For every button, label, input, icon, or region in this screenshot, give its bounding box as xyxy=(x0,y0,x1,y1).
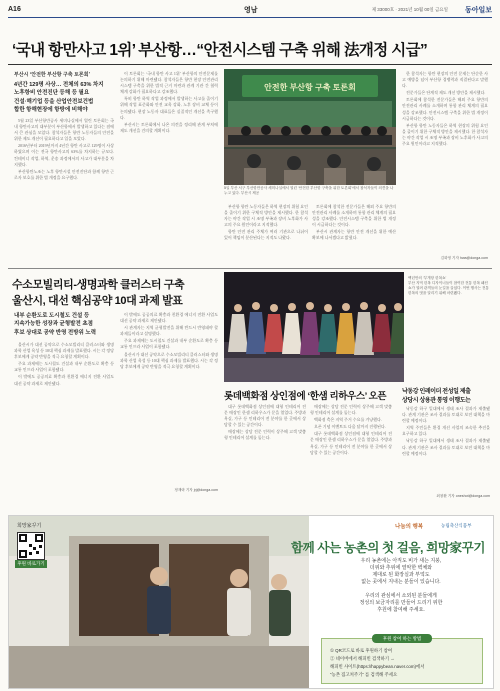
hope-house-advertisement xyxy=(8,515,494,689)
paragraph: 울산시가 대선 공약으로 수소모빌리티 클러스터와 생명과학 산업 육성 등 10대 핵심 과제를 발표했다. 시는 각 정당 후보에게 공약 반영을 적극 요청할 계획이다. xyxy=(14,342,114,360)
paragraph: 시 관계자는 지역 균형발전을 위해 반드시 반영돼야 할 과제들이라고 설명했다. xyxy=(120,325,218,337)
ad-title: 함께 사는 농촌의 첫 걸음, 희망家꾸기 xyxy=(291,541,485,555)
paragraph: 주요 과제에는 도시철도 건설과 내부 순환도로 확충 등 교통 인프라 사업이 포함됐다. xyxy=(14,361,114,373)
lotte-headline: 롯데백화점 상인점에 ‘한샘 리하우스’ 오픈 xyxy=(224,391,387,402)
forum-banner-text: 안전한 부산항 구축 토론회 xyxy=(264,83,356,92)
ad-steps-list xyxy=(330,647,424,679)
paragraph: 대구 롯데백화점 상인점에 대형 인테리어 전문 매장인 한샘 리하우스가 문을 열었다. 주방과 욕실, 가구 등 인테리어 전 분야를 한 곳에서 상담할 수 있는 공간이다. xyxy=(224,404,306,428)
ad-step: “농촌 집고쳐주기” 를 검색해 주세요 xyxy=(330,672,398,677)
story-column-4 xyxy=(312,204,396,264)
paragraph: 백화점 측은 지역 주거 수요를 겨냥했다. xyxy=(314,417,382,423)
paragraph: 전문가들은 단계적 제도 개선 방안을 제시했다. xyxy=(406,90,486,96)
section-label: 영남 xyxy=(244,7,258,14)
side-headline: 낙동강 인레이더 전성일 제출 xyxy=(402,389,471,395)
ad-logo-happiness: 나눔의 행복 xyxy=(395,524,424,530)
paragraph: 울산시가 대선 공약으로 수소모빌리티 클러스터와 생명과학 산업 육성 등 10대 핵심 과제를 발표했다. 시는 각 정당 후보에게 공약 반영을 적극 요청할 계획이다. xyxy=(120,351,218,369)
ad-steps-title: 후원 참여 하는 방법 xyxy=(372,634,432,643)
paragraph: 2016년부터 2019년까지 4년간 항만 사고로 129명이 사상하였으며 이는 전국 항만사고의 63%를 차지하는 규모다. 컨테이너 작업, 하역, 운송 과정에서의 사고가 대부분을 차지했다. xyxy=(14,143,114,167)
newspaper-brand: 동아일보 xyxy=(464,7,492,14)
story-column-5 xyxy=(402,71,488,253)
paragraph: 항만 안전 관리 주체가 여러 기관으로 나뉘어 있어 책임이 분산된다는 지적도 나왔다. xyxy=(224,229,308,241)
subhead: 합한 항해현장에 항방에 비해야 xyxy=(14,107,88,114)
lotte-column-2 xyxy=(310,404,392,502)
subhead: 건설·해기업 등을 산업안전보건법 xyxy=(14,98,94,105)
subhead: 내부 순환도로 도시철도 건설 등 xyxy=(14,313,90,319)
donate-now-button[interactable]: 후원 바로가기 xyxy=(15,560,47,568)
qr-code[interactable] xyxy=(17,532,45,560)
paragraph: 토론회에 참석한 전문가들은 해외 주요 항만의 안전관리 사례를 소개하며 통합 관리 체계의 필요성을 강조했다. 안전시스템 구축을 위한 법 개정이 시급하다는 것이다. xyxy=(312,204,396,228)
story-column-3 xyxy=(224,204,308,264)
paragraph: 부산항 항만 노동자들은 하역 현장의 위험 요인을 줄이기 위한 구체적 방안을 제시했다. 한 참석자는 야간 작업 시 조명 부족과 장비 노후화가 사고의 주요 원인이라고 지적했다. xyxy=(224,204,308,228)
hanbok-show-photo xyxy=(224,272,404,382)
ad-step: ① QR코드로 바로 후원하기 참여 xyxy=(330,648,393,653)
ad-step: ② 네이버에서 해피빈 검색하기 → xyxy=(330,656,395,661)
page-header xyxy=(8,4,492,18)
paragraph: 특히 항만 하역 작업 과정에서 발생하는 사고를 줄이기 위해 작업 표준화와 안전 교육 강화, 노후 장비 교체 등이 논의됐다. 현장 노동자 대표들은 실질적인 개선을 촉구했다. xyxy=(120,96,218,120)
page-number: A16 xyxy=(8,6,21,13)
subhead: 후보 상대로 공약 반영 전방위 노력 xyxy=(14,329,97,336)
story-kicker: 부산시 ‘안전한 부산항 구축 토론회’ xyxy=(14,72,90,78)
paragraph: 부산항만노조는 노후 항만시설 안전진단과 함께 항만 근로자 보호를 위한 법 개정을 요구했다. xyxy=(14,168,114,180)
lotte-column-1 xyxy=(224,404,306,502)
paragraph: 매장에는 상담 전문 인력이 상주해 고객 맞춤형 인테리어 설계를 돕는다. xyxy=(224,429,306,441)
ad-logo-ministry: 농림축산식품부 xyxy=(441,523,472,528)
top-headline: ‘국내 항만사고 1위’ 부산항…“안전시스템 구축 위해 法개정 시급” xyxy=(12,42,428,59)
paragraph: 낙동강 하구 일대에서 생태 조사 결과가 제출됐다. 관계 기관은 조사 결과를 토대로 보전 대책을 마련할 예정이다. xyxy=(402,438,490,456)
issue-date: 제 33000호 · 2021년 10월 00일 금요일 xyxy=(371,7,448,12)
paragraph: 대구 롯데백화점 상인점에 대형 인테리어 전문 매장인 한샘 리하우스가 문을 열었다. 주방과 욕실, 가구 등 인테리어 전 분야를 한 곳에서 상담할 수 있는 공간이다. xyxy=(310,431,392,455)
story-subheads xyxy=(14,81,114,115)
paragraph: 지역 주민들은 환경 개선 사업의 조속한 추진을 요구하고 있다. xyxy=(402,425,490,437)
ulsan-byline: 정재락 기자 jrj@donga.com xyxy=(174,488,218,492)
paragraph: 낙동강 하구 일대에서 생태 조사 결과가 제출됐다. 관계 기관은 조사 결과를 토대로 보전 대책을 마련할 예정이다. xyxy=(402,406,490,424)
side-column xyxy=(402,406,490,492)
section-divider xyxy=(8,268,492,269)
subhead: 4년간 129명 사상… 전체의 63% 차지 xyxy=(14,82,104,88)
hanbok-photo-caption: 백년만의 ‘부개항 한복쇼’ 부산 지역 한복 디자이너들이 참여한 전통 한복 패션쇼가 열려 관객들의 눈길을 끌었다. 이번 행사는 전통 한복의 멋을 알리기 위해 마련됐다. xyxy=(408,276,489,295)
ad-steps-box xyxy=(321,638,483,684)
hope-label: 희망家꾸기 xyxy=(17,523,42,529)
headline-divider xyxy=(8,64,492,65)
story-byline: 김화영 기자 hwa@donga.com xyxy=(440,256,488,260)
ulsan-headline: 수소모빌리티-생명과학 클러스터 구축 xyxy=(12,279,185,291)
paragraph: 부산시는 토론회에서 나온 의견을 정리해 관계 부처에 제도 개선을 건의할 계획이다. xyxy=(120,121,218,133)
side-headline-2: 상당시 상용관 통영 이행도는 xyxy=(402,398,471,404)
paragraph: 주요 과제에는 도시철도 건설과 내부 순환도로 확충 등 교통 인프라 사업이 포함됐다. xyxy=(120,338,218,350)
paragraph: 이 밖에도 공공의료 확충과 친환경 에너지 전환 사업도 대선 공약 과제로 제안됐다. xyxy=(14,374,114,386)
story-column-1 xyxy=(14,118,114,238)
subhead: 노후항비 안전진단 등해 등 필요 xyxy=(14,90,90,97)
paragraph: 한 참석자는 항만 현장의 안전 문제는 단순한 사고 예방을 넘어 부산항 경쟁력과 직결된다고 말했다. xyxy=(402,71,488,89)
paragraph: 토론회에 참석한 전문가들은 해외 주요 항만의 안전관리 사례를 소개하며 통합 관리 체계의 필요성을 강조했다. 안전시스템 구축을 위한 법 개정이 시급하다는 것이다. xyxy=(402,97,488,121)
forum-photo xyxy=(224,69,396,185)
ulsan-headline-2: 울산시, 대선 핵심공약 10대 과제 발표 xyxy=(12,295,183,307)
subhead: 지속가능한 성장과 균형발전 초점 xyxy=(14,321,93,328)
paragraph: 이 밖에도 공공의료 확충과 친환경 에너지 전환 사업도 대선 공약 과제로 제안됐다. xyxy=(120,312,218,324)
paragraph: 부산항 항만 노동자들은 하역 현장의 위험 요인을 줄이기 위한 구체적 방안을 제시했다. 한 참석자는 야간 작업 시 조명 부족과 장비 노후화가 사고의 주요 원인이라고 지적했다. xyxy=(402,122,488,147)
paragraph: 5월 23일 부산항만공사 세미나실에서 열린 토론회는 국내 항만사고의 대부분이 부산항에서 발생하고 있다는 점에서 큰 관심을 모았다. 참석자들은 항만 노동자들의 안전을 위한 제도 개선이 필요하다고 입을 모았다. xyxy=(14,118,114,142)
side-byline: 최창환 기자 oneshot@donga.com xyxy=(436,494,490,498)
paragraph: 매장에는 상담 전문 인력이 상주해 고객 맞춤형 인테리어 설계를 돕는다. xyxy=(310,404,392,416)
ulsan-column-2 xyxy=(120,312,218,502)
forum-photo-caption: 5일 부산 서구 부산항만공사 세미나실에서 열린 ‘안전한 부산항 구축을 위한 토론회’에서 참석자들이 의견을 나누고 있다. 부산시 제공 xyxy=(224,186,394,195)
ad-body: 우리 농촌에는 아직도 비가 새는 지붕, 더위와 추위에 열악한 벽체와 제대로 된 화장실과 부엌도 없는 곳에서 지내는 분들이 있습니다. 우리의 관심에서 소외된 분들에게 정성의 보금자리를 만들어 드리기 위한 후원에 참여해 주세요. xyxy=(359,558,443,613)
ad-step: 해피빈 사이트(https://happybean.naver.com)에서 xyxy=(330,664,425,669)
paragraph: 오픈 기념 이벤트도 다음 달까지 진행된다. xyxy=(314,424,386,430)
story-column-2 xyxy=(120,71,218,238)
paragraph: 부산시 관계자는 항만 안전 개선을 위한 예산 확보에 나서겠다고 밝혔다. xyxy=(312,229,396,241)
ulsan-column-1 xyxy=(14,342,114,502)
paragraph: 이 토론회는 ‘국내 항만 사고 1위’ 부산항의 안전문제를 논의하기 위해 마련됐다. 참석자들은 항만 현장 안전관리 시스템 구축을 위한 법적 근거 마련과 관계 기관 간 협력 체계 강화가 필요하다고 강조했다. xyxy=(120,71,218,95)
ulsan-subheads xyxy=(14,312,124,337)
